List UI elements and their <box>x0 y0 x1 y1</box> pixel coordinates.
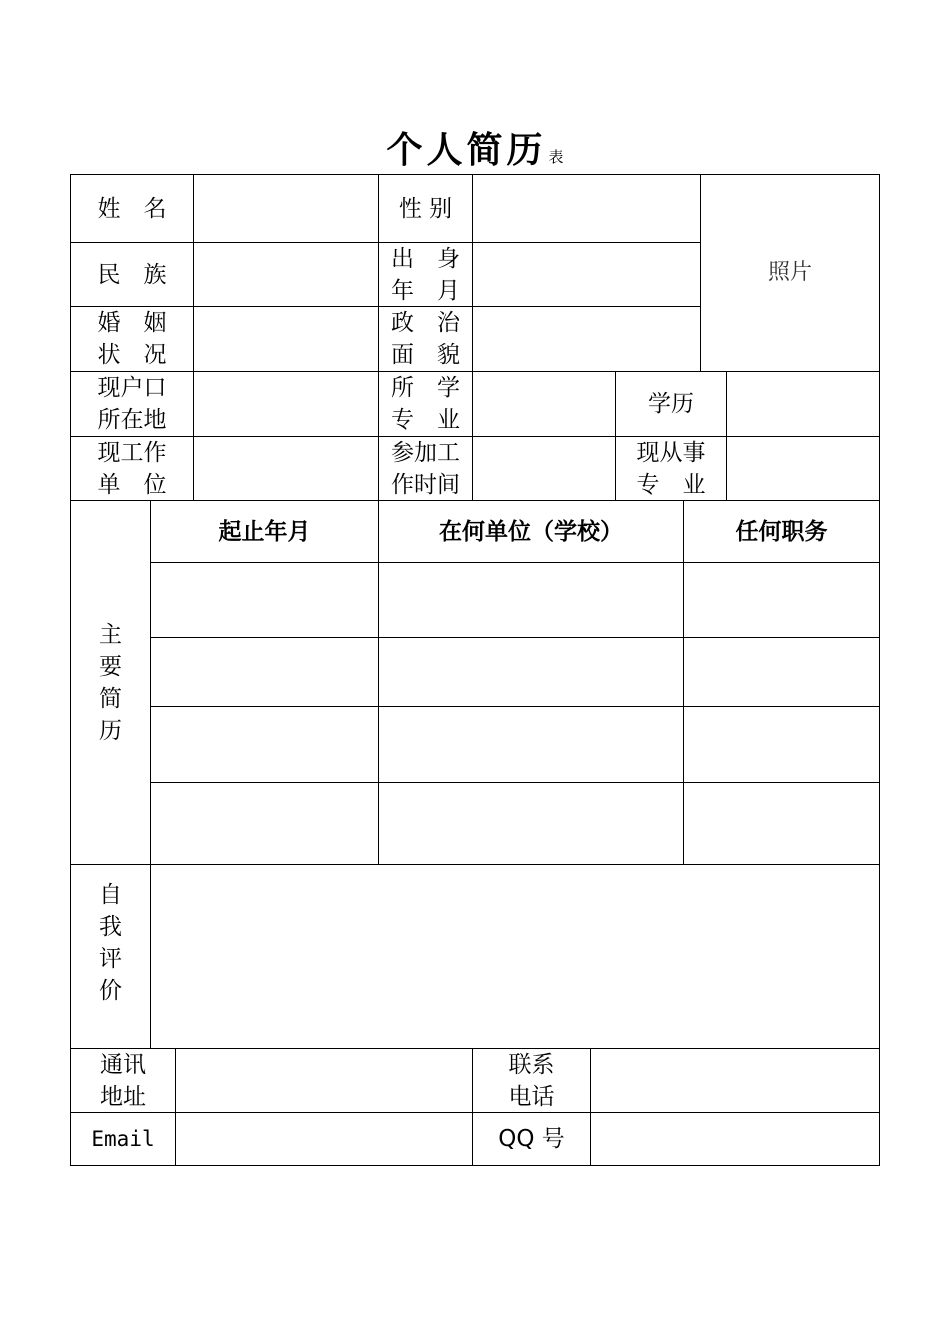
workplace-field[interactable] <box>194 437 378 500</box>
border-bottom <box>70 1165 880 1166</box>
row-line <box>150 706 880 707</box>
name-field[interactable] <box>194 175 378 242</box>
ethnicity-field[interactable] <box>194 243 378 306</box>
birth-field[interactable] <box>473 243 700 306</box>
education-field[interactable] <box>727 372 879 436</box>
work-start-field[interactable] <box>473 437 615 500</box>
row-line <box>150 637 880 638</box>
qq-field[interactable] <box>591 1113 879 1165</box>
label-political: 政 治 面 貌 <box>391 310 460 368</box>
residence-field[interactable] <box>194 372 378 436</box>
political-field[interactable] <box>473 307 700 371</box>
label-name: 姓 名 <box>97 195 167 222</box>
label-major: 所 学 专 业 <box>391 375 460 433</box>
label-gender: 性 别 <box>398 195 453 222</box>
phone-field[interactable] <box>591 1049 879 1112</box>
history-header-period: 起止年月 <box>218 518 311 545</box>
title-main: 个人简历 <box>386 129 547 171</box>
label-email: Email <box>91 1127 155 1151</box>
label-birth: 出 身 年 月 <box>391 245 460 304</box>
major-field[interactable] <box>473 372 615 436</box>
history-header-unit: 在何单位（学校） <box>439 518 623 545</box>
label-workplace: 现工作 单 位 <box>97 439 167 498</box>
label-ethnicity: 民 族 <box>97 261 167 288</box>
label-work-start: 参加工 作时间 <box>391 439 460 498</box>
title-suffix: 表 <box>548 148 564 166</box>
label-education: 学历 <box>648 391 694 417</box>
label-self-eval: 自 我 评 价 <box>99 882 122 1004</box>
label-phone: 联系 电话 <box>508 1051 555 1110</box>
current-field-field[interactable] <box>727 437 879 500</box>
label-qq: QQ 号 <box>498 1126 565 1152</box>
email-field[interactable] <box>176 1113 472 1165</box>
label-current-field: 现从事 专 业 <box>636 439 706 498</box>
label-residence: 现户口 所在地 <box>97 375 167 433</box>
label-photo: 照片 <box>767 260 812 285</box>
label-address: 通讯 地址 <box>100 1051 146 1110</box>
gender-field[interactable] <box>473 175 700 242</box>
label-marital: 婚 姻 状 况 <box>97 310 167 368</box>
marital-field[interactable] <box>194 307 378 371</box>
history-header-position: 任何职务 <box>735 518 828 545</box>
label-history: 主 要 简 历 <box>99 621 122 744</box>
row-line <box>150 562 880 563</box>
address-field[interactable] <box>176 1049 472 1112</box>
row-line <box>150 782 880 783</box>
border-right <box>879 174 880 1166</box>
page-title <box>0 122 950 173</box>
self-eval-field[interactable] <box>151 865 879 1048</box>
